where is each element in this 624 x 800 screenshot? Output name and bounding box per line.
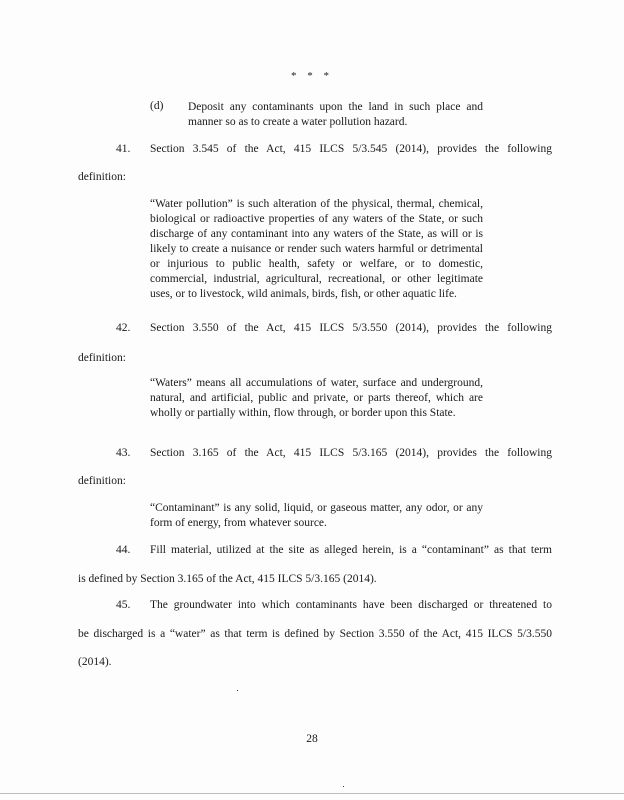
paragraph-first-line: Section 3.550 of the Act, 415 ILCS 5/3.550 (2014), provides the following	[150, 322, 552, 334]
block-quote-contaminant: “Contaminant” is any solid, liquid, or gaseous matter, any odor, or any form of energy, from whatever source.	[150, 502, 483, 529]
item-d-label: (d)	[150, 100, 164, 112]
paragraph-number: 45.	[116, 599, 131, 611]
paragraph-number: 44.	[116, 544, 131, 556]
scan-speck	[237, 690, 238, 691]
block-quote-water-pollution: “Water pollution” is such alteration of the physical, thermal, chemical, biological or radioactive properties of any waters of the State, or such discharge of any contaminant into any waters of the State, as will or is likely to create a nuisance or render such waters harmful or detrimental or injurious to public health, safety or welfare, or to domestic, commercial, industrial, agricultural, recreational, or other legitimate uses, or to livestock, wild animals, birds, fish, or other aquatic life.	[150, 198, 483, 300]
paragraph-first-line: Section 3.545 of the Act, 415 ILCS 5/3.545 (2014), provides the following	[150, 143, 552, 155]
paragraph-number: 42.	[116, 322, 131, 334]
item-d-text: Deposit any contaminants upon the land in such place and manner so as to create a water pollution hazard.	[188, 101, 483, 128]
page-number: 28	[306, 733, 318, 745]
paragraph-43	[78, 447, 552, 492]
paragraph-continuation: (2014).	[78, 656, 112, 668]
paragraph-continuation: definition:	[78, 352, 126, 364]
paragraph-continuation: definition:	[78, 475, 126, 487]
paragraph-45	[78, 599, 552, 669]
scan-speck	[343, 786, 344, 787]
paragraph-42	[78, 322, 552, 367]
paragraph-continuation: definition:	[78, 171, 126, 183]
paragraph-number: 43.	[116, 447, 131, 459]
page-bottom-edge	[0, 793, 624, 794]
paragraph-first-line: Fill material, utilized at the site as alleged herein, is a “contaminant” as that term	[150, 544, 552, 556]
paragraph-first-line: The groundwater into which contaminants have been discharged or threatened to	[150, 599, 552, 611]
paragraph-number: 41.	[116, 143, 131, 155]
paragraph-41	[78, 143, 552, 188]
section-separator: * * *	[291, 70, 333, 82]
paragraph-continuation: be discharged is a “water” as that term is defined by Section 3.550 of the Act, 415 ILCS 5/3.550	[78, 628, 552, 640]
block-quote-waters: “Waters” means all accumulations of water, surface and underground, natural, and artificial, public and private, or parts thereof, which are wholly or partially within, flow through, or border upon this State.	[150, 377, 483, 419]
paragraph-first-line: Section 3.165 of the Act, 415 ILCS 5/3.165 (2014), provides the following	[150, 447, 552, 459]
paragraph-44	[78, 544, 552, 589]
paragraph-continuation: is defined by Section 3.165 of the Act, 415 ILCS 5/3.165 (2014).	[78, 573, 377, 585]
